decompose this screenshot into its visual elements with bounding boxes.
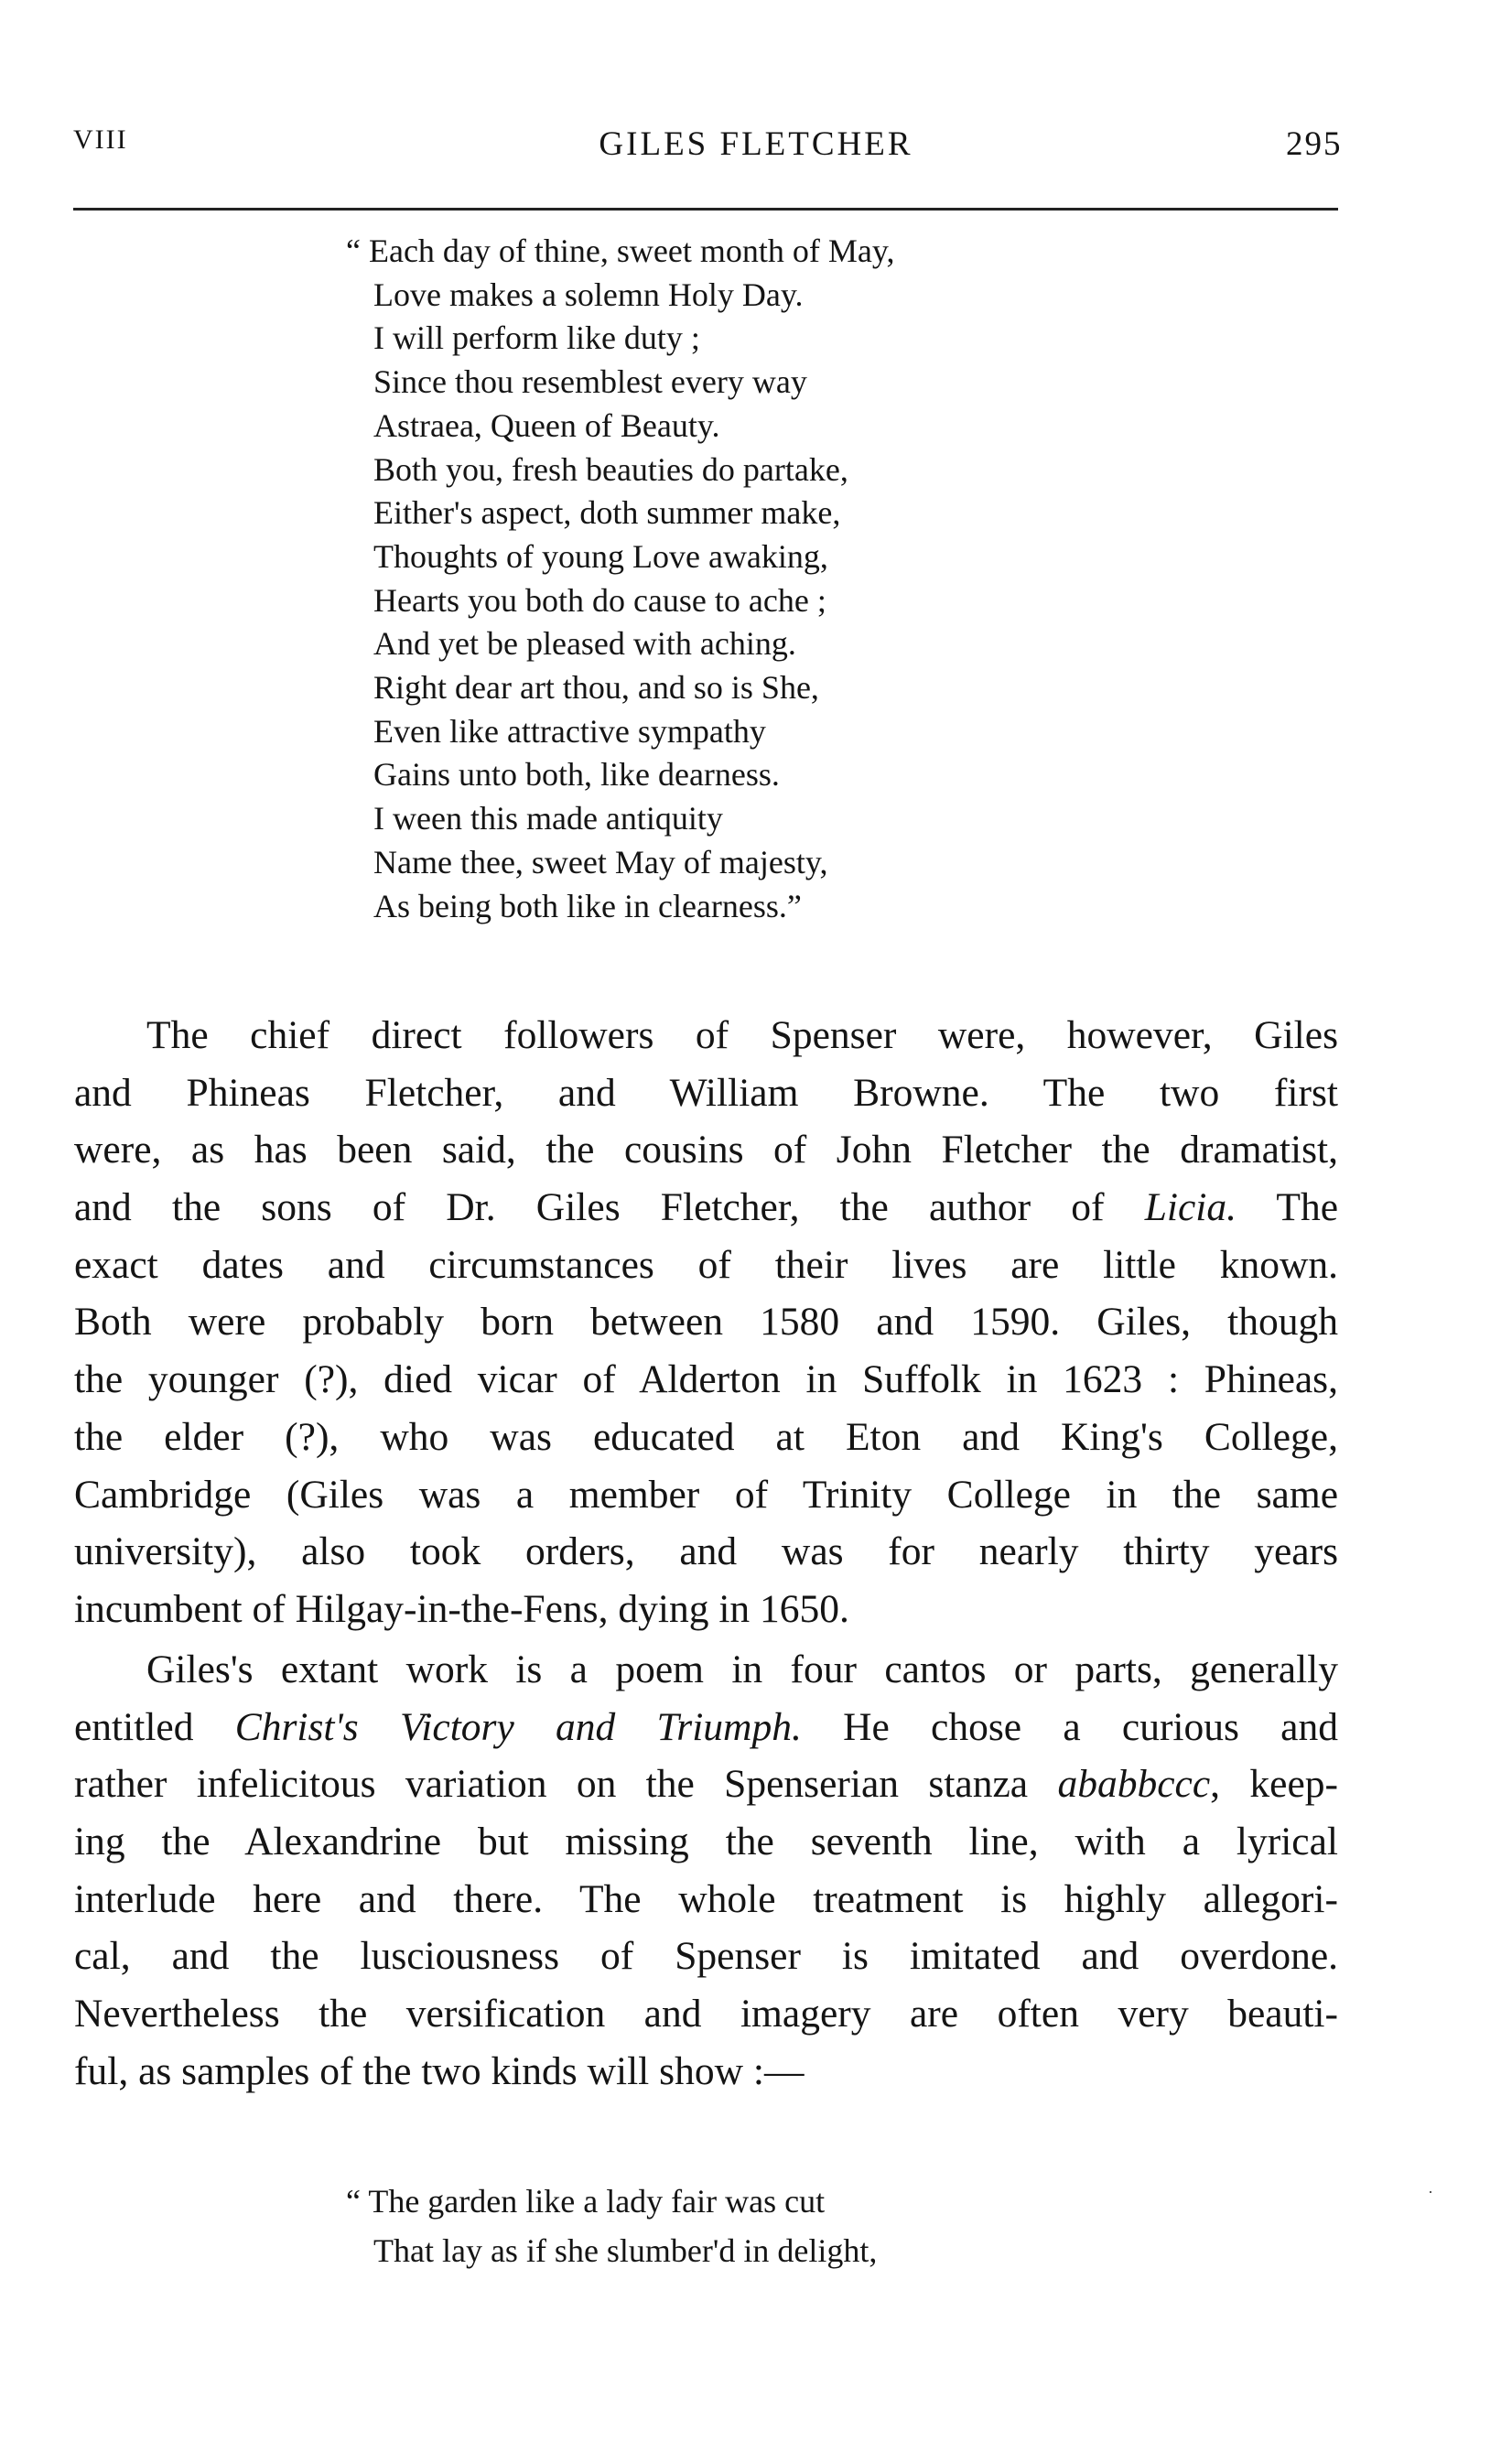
scan-speck (1430, 2191, 1431, 2193)
text-segment: exact dates and circumstances of their lives are little known. (74, 1242, 1338, 1287)
poem-line: Either's aspect, doth summer make, (373, 494, 841, 532)
text-segment: Cambridge (Giles was a member of Trinity College in the same (74, 1472, 1338, 1517)
text-line (74, 1351, 1338, 1409)
text-line (74, 1928, 1338, 1985)
text-line (74, 1409, 1338, 1466)
poem-line: Gains unto both, like dearness. (373, 756, 780, 794)
text-line (74, 2043, 1338, 2101)
poem-line: Astraea, Queen of Beauty. (373, 406, 720, 444)
text-segment: and the sons of Dr. Giles Fletcher, the author of (74, 1185, 1145, 1230)
text-segment: were, as has been said, the cousins of John Fletcher the dramatist, (74, 1128, 1338, 1172)
poem-line: Thoughts of young Love awaking, (373, 537, 828, 575)
text-segment: the younger (?), died vicar of Alderton in Suffolk in 1623 : Phineas, (74, 1357, 1338, 1402)
text-line (74, 1813, 1338, 1871)
italic-title: Licia. (1144, 1185, 1237, 1230)
poem-line: Even like attractive sympathy (373, 712, 766, 750)
text-segment: cal, and the lusciousness of Spenser is imitated and overdone. (74, 1934, 1338, 1979)
poem-line: Right dear art thou, and so is She, (373, 669, 819, 707)
text-segment: The chief direct followers of Spenser were, however, Giles (146, 1013, 1338, 1057)
text-segment: incumbent of Hilgay-in-the-Fens, dying in 1650. (74, 1586, 849, 1631)
text-segment: ing the Alexandrine but missing the seventh line, with a lyrical (74, 1820, 1338, 1864)
poem-line: Love makes a solemn Holy Day. (373, 275, 804, 313)
text-line (74, 1293, 1338, 1351)
text-segment: He chose a curious and (801, 1704, 1338, 1749)
text-line (74, 1121, 1338, 1179)
text-line (74, 1064, 1338, 1122)
poem-line: Hearts you both do cause to ache ; (373, 581, 826, 619)
paragraph-2 (74, 1641, 1338, 2101)
poem-line: “ The garden like a lady fair was cut (346, 2183, 826, 2220)
text-segment: the elder (?), who was educated at Eton and King's College, (74, 1414, 1338, 1459)
text-line (74, 1755, 1338, 1813)
text-segment: university), also took orders, and was for nearly thirty years (74, 1529, 1338, 1574)
text-line (74, 1985, 1338, 2043)
italic-title: ababbccc (1057, 1762, 1211, 1807)
text-segment: entitled (74, 1704, 235, 1749)
header-rule (73, 208, 1338, 211)
italic-title: Christ's Victory and Triumph. (234, 1704, 802, 1749)
text-line (74, 1581, 1338, 1638)
text-line (74, 1179, 1338, 1237)
text-segment: interlude here and there. The whole treatment is highly allegori- (74, 1876, 1338, 1921)
poem-quotation-2 (346, 2177, 878, 2275)
paragraph-1 (74, 1007, 1338, 1638)
poem-line: Both you, fresh beauties do partake, (373, 450, 848, 488)
text-line (74, 1007, 1338, 1064)
poem-line: That lay as if she slumber'd in delight, (373, 2232, 878, 2269)
poem-line: Since thou resemblest every way (373, 363, 807, 401)
text-segment: ful, as samples of the two kinds will show :— (74, 2048, 805, 2093)
poem-line: I will perform like duty ; (373, 319, 700, 357)
poem-line: And yet be pleased with aching. (373, 625, 796, 663)
text-line (74, 1699, 1338, 1756)
running-title: GILES FLETCHER (599, 125, 913, 163)
text-segment: , keep- (1210, 1762, 1338, 1807)
text-segment: and Phineas Fletcher, and William Browne. The two first (74, 1070, 1338, 1115)
text-segment: The (1236, 1185, 1338, 1230)
page-number: 295 (1286, 125, 1343, 163)
text-segment: Giles's extant work is a poem in four cantos or parts, generally (146, 1647, 1338, 1691)
poem-quotation-1 (346, 230, 895, 928)
poem-line: As being both like in clearness.” (373, 887, 802, 924)
text-line (74, 1871, 1338, 1928)
text-segment: Nevertheless the versification and imagery are often very beauti- (74, 1992, 1338, 2036)
poem-line: “ Each day of thine, sweet month of May, (346, 232, 895, 269)
poem-line: Name thee, sweet May of majesty, (373, 843, 828, 880)
text-line (74, 1641, 1338, 1699)
text-line (74, 1466, 1338, 1524)
text-line (74, 1237, 1338, 1294)
text-segment: Both were probably born between 1580 and 1590. Giles, though (74, 1300, 1338, 1345)
text-line (74, 1523, 1338, 1581)
chapter-number: VIII (73, 124, 128, 155)
text-segment: rather infelicitous variation on the Spenserian stanza (74, 1762, 1058, 1807)
poem-line: I ween this made antiquity (373, 800, 723, 837)
